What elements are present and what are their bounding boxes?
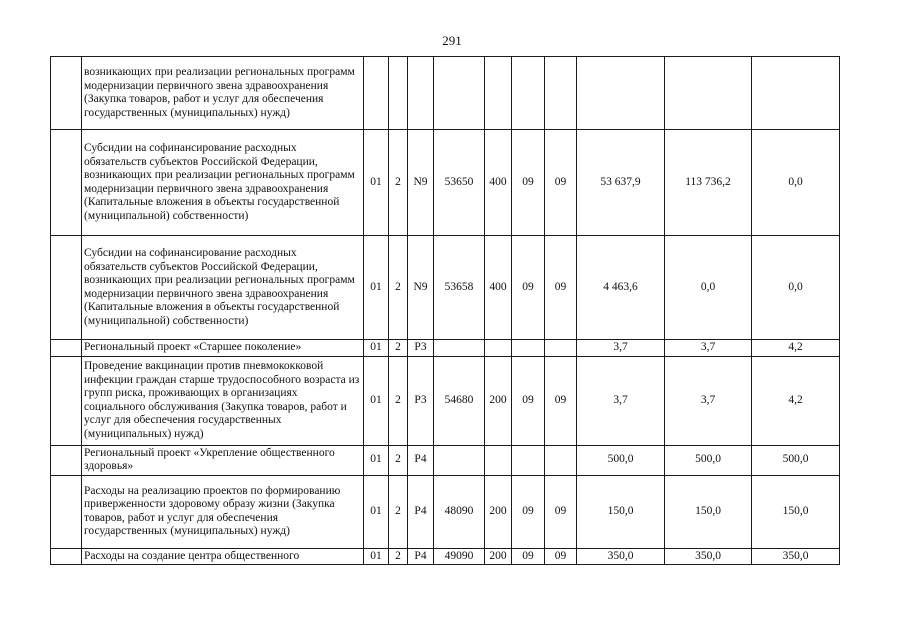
amount-year-3 bbox=[752, 57, 840, 130]
amount-year-3: 0,0 bbox=[752, 130, 840, 236]
code-section bbox=[512, 57, 545, 130]
amount-year-1: 4 463,6 bbox=[577, 236, 665, 340]
amount-year-3: 0,0 bbox=[752, 236, 840, 340]
code-subprogram: 2 bbox=[389, 340, 408, 357]
table-row bbox=[51, 445, 840, 475]
amount-year-1: 3,7 bbox=[577, 340, 665, 357]
row-marker-cell bbox=[51, 236, 82, 340]
code-program: 01 bbox=[364, 130, 389, 236]
table-row bbox=[51, 57, 840, 130]
code-direction bbox=[434, 57, 485, 130]
row-name: Субсидии на софинансирование расходных обязательств субъектов Российской Федерации, возникающих при реализации региональных программ модернизации первичного звена здравоохранения (Капитальные вложения в объекты государственной (муниципальной) собственности) bbox=[82, 130, 364, 236]
code-subprogram: 2 bbox=[389, 130, 408, 236]
table-row bbox=[51, 356, 840, 445]
code-direction: 48090 bbox=[434, 475, 485, 548]
row-name: возникающих при реализации региональных программ модернизации первичного звена здравоохранения (Закупка товаров, работ и услуг для обеспечения государственных (муниципальных) нужд) bbox=[82, 57, 364, 130]
row-marker-cell bbox=[51, 340, 82, 357]
amount-year-3: 4,2 bbox=[752, 356, 840, 445]
code-expense-type: 200 bbox=[485, 475, 512, 548]
amount-year-2: 150,0 bbox=[665, 475, 752, 548]
row-name: Расходы на реализацию проектов по формированию приверженности здоровому образу жизни (Закупка товаров, работ и услуг для обеспечения государственных (муниципальных) нужд) bbox=[82, 475, 364, 548]
row-name: Региональный проект «Старшее поколение» bbox=[82, 340, 364, 357]
amount-year-2: 3,7 bbox=[665, 356, 752, 445]
code-program: 01 bbox=[364, 548, 389, 565]
code-section: 09 bbox=[512, 236, 545, 340]
code-subsection: 09 bbox=[545, 475, 577, 548]
code-section: 09 bbox=[512, 548, 545, 565]
amount-year-1: 3,7 bbox=[577, 356, 665, 445]
code-subsection: 09 bbox=[545, 236, 577, 340]
amount-year-1 bbox=[577, 57, 665, 130]
amount-year-1: 350,0 bbox=[577, 548, 665, 565]
code-direction bbox=[434, 445, 485, 475]
row-marker-cell bbox=[51, 130, 82, 236]
code-expense-type bbox=[485, 340, 512, 357]
code-expense-type: 400 bbox=[485, 130, 512, 236]
code-subsection: 09 bbox=[545, 356, 577, 445]
code-subsection bbox=[545, 340, 577, 357]
code-direction: 53658 bbox=[434, 236, 485, 340]
code-program: 01 bbox=[364, 445, 389, 475]
amount-year-3: 4,2 bbox=[752, 340, 840, 357]
code-project: N9 bbox=[408, 236, 434, 340]
code-project: P3 bbox=[408, 356, 434, 445]
code-subsection: 09 bbox=[545, 548, 577, 565]
amount-year-3: 500,0 bbox=[752, 445, 840, 475]
amount-year-2: 350,0 bbox=[665, 548, 752, 565]
table-row bbox=[51, 236, 840, 340]
code-section: 09 bbox=[512, 356, 545, 445]
table-row bbox=[51, 475, 840, 548]
code-program: 01 bbox=[364, 475, 389, 548]
table-row bbox=[51, 548, 840, 565]
code-program: 01 bbox=[364, 356, 389, 445]
code-direction: 53650 bbox=[434, 130, 485, 236]
table-row bbox=[51, 130, 840, 236]
code-expense-type bbox=[485, 445, 512, 475]
row-name: Проведение вакцинации против пневмококковой инфекции граждан старше трудоспособного возраста из групп риска, проживающих в организациях социального обслуживания (Закупка товаров, работ и услуг для обеспечения государственных (муниципальных) нужд) bbox=[82, 356, 364, 445]
code-section bbox=[512, 445, 545, 475]
amount-year-3: 150,0 bbox=[752, 475, 840, 548]
row-marker-cell bbox=[51, 445, 82, 475]
code-project: P4 bbox=[408, 445, 434, 475]
code-section: 09 bbox=[512, 130, 545, 236]
row-name: Субсидии на софинансирование расходных обязательств субъектов Российской Федерации, возникающих при реализации региональных программ модернизации первичного звена здравоохранения (Капитальные вложения в объекты государственной (муниципальной) собственности) bbox=[82, 236, 364, 340]
code-program: 01 bbox=[364, 340, 389, 357]
code-expense-type: 400 bbox=[485, 236, 512, 340]
row-marker-cell bbox=[51, 57, 82, 130]
code-subprogram: 2 bbox=[389, 236, 408, 340]
page-number: 291 bbox=[442, 33, 462, 48]
code-expense-type: 200 bbox=[485, 548, 512, 565]
code-subprogram: 2 bbox=[389, 548, 408, 565]
code-subprogram: 2 bbox=[389, 356, 408, 445]
table-row bbox=[51, 340, 840, 357]
row-name: Расходы на создание центра общественного bbox=[82, 548, 364, 565]
code-section: 09 bbox=[512, 475, 545, 548]
code-program: 01 bbox=[364, 236, 389, 340]
amount-year-2 bbox=[665, 57, 752, 130]
code-subsection bbox=[545, 57, 577, 130]
code-direction bbox=[434, 340, 485, 357]
code-project: N9 bbox=[408, 130, 434, 236]
code-subprogram bbox=[389, 57, 408, 130]
code-expense-type: 200 bbox=[485, 356, 512, 445]
code-project: P4 bbox=[408, 475, 434, 548]
code-direction: 54680 bbox=[434, 356, 485, 445]
code-program bbox=[364, 57, 389, 130]
amount-year-3: 350,0 bbox=[752, 548, 840, 565]
code-project: P3 bbox=[408, 340, 434, 357]
row-marker-cell bbox=[51, 356, 82, 445]
amount-year-1: 500,0 bbox=[577, 445, 665, 475]
code-expense-type bbox=[485, 57, 512, 130]
amount-year-2: 500,0 bbox=[665, 445, 752, 475]
code-subsection: 09 bbox=[545, 130, 577, 236]
code-section bbox=[512, 340, 545, 357]
code-direction: 49090 bbox=[434, 548, 485, 565]
row-marker-cell bbox=[51, 475, 82, 548]
code-project: P4 bbox=[408, 548, 434, 565]
code-subprogram: 2 bbox=[389, 445, 408, 475]
amount-year-2: 3,7 bbox=[665, 340, 752, 357]
amount-year-1: 53 637,9 bbox=[577, 130, 665, 236]
row-name: Региональный проект «Укрепление общественного здоровья» bbox=[82, 445, 364, 475]
code-subsection bbox=[545, 445, 577, 475]
code-project bbox=[408, 57, 434, 130]
row-marker-cell bbox=[51, 548, 82, 565]
amount-year-1: 150,0 bbox=[577, 475, 665, 548]
amount-year-2: 113 736,2 bbox=[665, 130, 752, 236]
budget-table bbox=[50, 56, 840, 565]
amount-year-2: 0,0 bbox=[665, 236, 752, 340]
code-subprogram: 2 bbox=[389, 475, 408, 548]
